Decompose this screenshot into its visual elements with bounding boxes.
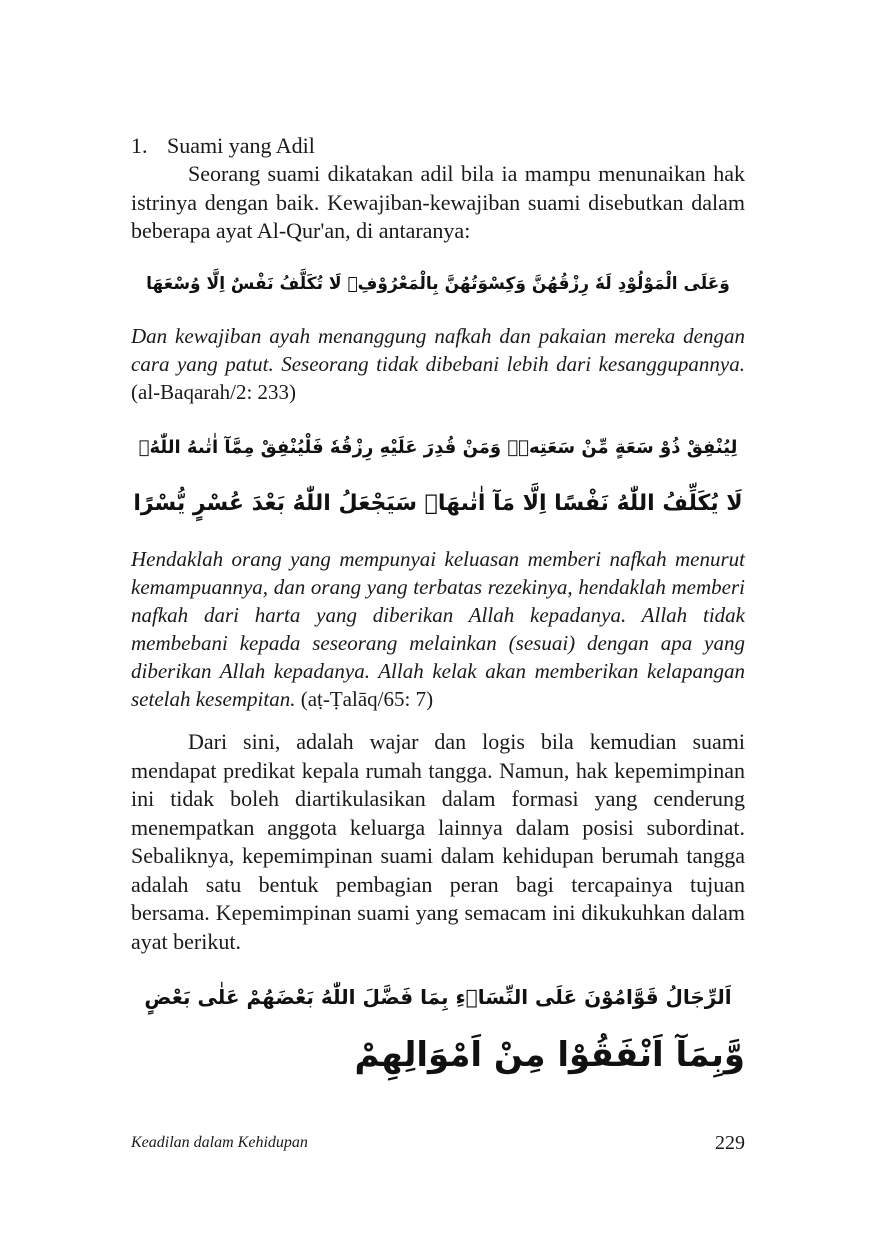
verse2-translation-block bbox=[131, 545, 745, 713]
section-number: 1. bbox=[131, 133, 148, 158]
body-block bbox=[131, 728, 745, 956]
verse2-arabic-line2: لَا يُكَلِّفُ اللّٰهُ نَفْسًا اِلَّا مَآ اٰتٰىهَاۗ سَيَجْعَلُ اللّٰهُ بَعْدَ عُسْرٍ يُّسْرًا bbox=[133, 491, 743, 516]
verse1-translation-text: Dan kewajiban ayah menanggung nafkah dan pakaian mereka dengan cara yang patut. Seseorang tidak dibebani lebih dari kesanggupannya. bbox=[131, 324, 745, 376]
verse2-translation bbox=[131, 545, 745, 713]
section-heading bbox=[131, 132, 315, 160]
verse3-arabic bbox=[131, 968, 745, 1088]
section-title: Suami yang Adil bbox=[167, 133, 315, 158]
verse2-arabic bbox=[131, 420, 745, 536]
verse1-translation-block bbox=[131, 322, 745, 406]
verse2-translation-text: Hendaklah orang yang mempunyai keluasan memberi nafkah menurut kemampuannya, dan orang yang terbatas rezekinya, hendaklah memberi nafkah dari harta yang diberikan Allah kepadanya. Allah tidak membebani kepada seseorang melainkan (sesuai) dengan apa yang diberikan Allah kepadanya. Allah kelak akan memberikan kelapangan setelah kesempitan. bbox=[131, 547, 745, 711]
verse1-reference: (al-Baqarah/2: 233) bbox=[131, 380, 297, 404]
verse2-arabic-line1: لِيُنْفِقْ ذُوْ سَعَةٍ مِّنْ سَعَتِهٖۗ وَمَنْ قُدِرَ عَلَيْهِ رِزْقُهٗ فَلْيُنْفِقْ مِمَّآ اٰتٰىهُ اللّٰهُۗ bbox=[138, 437, 738, 458]
verse1-arabic-text: وَعَلَى الْمَوْلُوْدِ لَهٗ رِزْقُهُنَّ وَكِسْوَتُهُنَّ بِالْمَعْرُوْفِۗ لَا تُكَلَّفُ نَفْسٌ اِلَّا وُسْعَهَا bbox=[146, 274, 730, 294]
verse3-arabic-line1: اَلرِّجَالُ قَوَّامُوْنَ عَلَى النِّسَاۤءِ بِمَا فَضَّلَ اللّٰهُ بَعْضَهُمْ عَلٰى بَعْضٍ bbox=[144, 985, 732, 1009]
body-paragraph: Dari sini, adalah wajar dan logis bila kemudian suami mendapat predikat kepala rumah tangga. Namun, hak kepemimpinan ini tidak boleh diartikulasikan dalam formasi yang cenderung menempatkan anggota keluarga lainnya dalam posisi subordinat. Sebaliknya, kepemimpinan suami dalam kehidupan berumah tangga adalah satu bentuk pembagian peran bagi tercapainya tujuan bersama. Kepemimpinan suami yang semacam ini dikukuhkan dalam ayat berikut. bbox=[131, 729, 745, 954]
page-number: 229 bbox=[715, 1132, 745, 1154]
verse3-arabic-line2: وَّبِمَآ اَنْفَقُوْا مِنْ اَمْوَالِهِمْ bbox=[354, 1035, 745, 1075]
footer-book-title: Keadilan dalam Kehidupan bbox=[131, 1134, 308, 1151]
intro-paragraph: Seorang suami dikatakan adil bila ia mampu menunaikan hak istrinya dengan baik. Kewajiban-kewajiban suami disebutkan dalam beberapa ayat Al-Qur'an, di antaranya: bbox=[131, 161, 745, 243]
verse1-translation bbox=[131, 322, 745, 406]
verse2-reference: (aṭ-Ṭalāq/65: 7) bbox=[300, 687, 434, 711]
intro-block bbox=[131, 160, 745, 246]
verse1-arabic bbox=[131, 258, 745, 310]
